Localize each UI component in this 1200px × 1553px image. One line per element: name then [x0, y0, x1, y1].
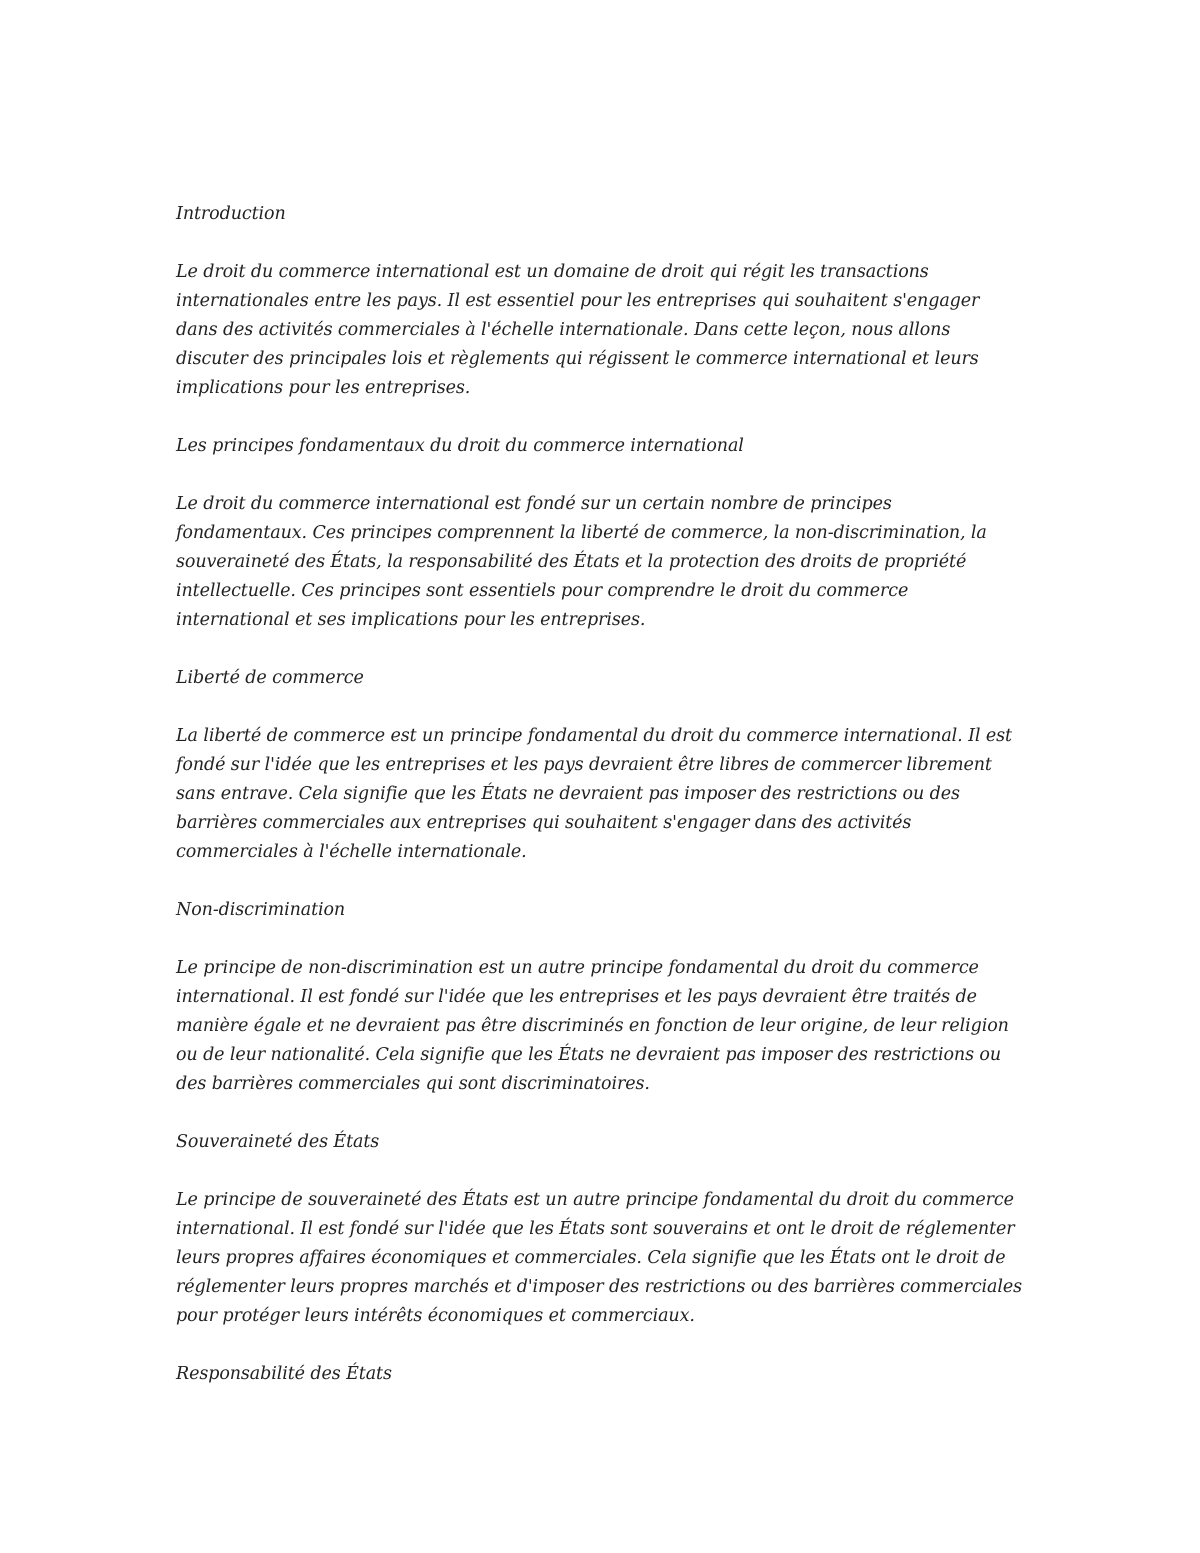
paragraph-line: des barrières commerciales qui sont discriminatoires.: [176, 1074, 650, 1094]
paragraph-line: international. Il est fondé sur l'idée que les entreprises et les pays devraient être traités de: [176, 987, 977, 1007]
paragraph-introduction: [176, 258, 1036, 403]
paragraph-line: fondamentaux. Ces principes comprennent la liberté de commerce, la non-discrimination, la: [176, 523, 987, 543]
section-heading-liberte: Liberté de commerce: [176, 668, 364, 688]
paragraph-liberte: [176, 722, 1036, 867]
paragraph-line: pour protéger leurs intérêts économiques et commerciaux.: [176, 1306, 695, 1326]
paragraph-line: ou de leur nationalité. Cela signifie que les États ne devraient pas imposer des restrictions ou: [176, 1045, 1002, 1065]
paragraph-non-discrimination: [176, 954, 1036, 1099]
section-heading-principes: Les principes fondamentaux du droit du commerce international: [176, 436, 744, 456]
section-heading-non-discrimination: Non-discrimination: [176, 900, 346, 920]
paragraph-souverainete: [176, 1186, 1036, 1331]
paragraph-line: discuter des principales lois et règlements qui régissent le commerce international et leurs: [176, 349, 979, 369]
paragraph-line: Le principe de souveraineté des États est un autre principe fondamental du droit du commerce: [176, 1190, 1014, 1210]
paragraph-line: barrières commerciales aux entreprises qui souhaitent s'engager dans des activités: [176, 813, 912, 833]
paragraph-line: dans des activités commerciales à l'échelle internationale. Dans cette leçon, nous allons: [176, 320, 951, 340]
paragraph-line: leurs propres affaires économiques et commerciales. Cela signifie que les États ont le droit de: [176, 1248, 1006, 1268]
paragraph-line: La liberté de commerce est un principe fondamental du droit du commerce international. Il est: [176, 726, 1012, 746]
paragraph-line: international. Il est fondé sur l'idée que les États sont souverains et ont le droit de réglementer: [176, 1219, 1015, 1239]
paragraph-line: Le droit du commerce international est un domaine de droit qui régit les transactions: [176, 262, 929, 282]
section-heading-souverainete: Souveraineté des États: [176, 1132, 380, 1152]
paragraph-line: commerciales à l'échelle internationale.: [176, 842, 527, 862]
paragraph-line: international et ses implications pour les entreprises.: [176, 610, 646, 630]
section-heading-introduction: Introduction: [176, 204, 286, 224]
paragraph-line: manière égale et ne devraient pas être discriminés en fonction de leur origine, de leur religion: [176, 1016, 1009, 1036]
document-body: [176, 200, 1036, 1418]
paragraph-line: réglementer leurs propres marchés et d'imposer des restrictions ou des barrières commerciales: [176, 1277, 1022, 1297]
paragraph-line: intellectuelle. Ces principes sont essentiels pour comprendre le droit du commerce: [176, 581, 909, 601]
section-heading-responsabilite: Responsabilité des États: [176, 1364, 392, 1384]
paragraph-line: souveraineté des États, la responsabilité des États et la protection des droits de propriété: [176, 552, 967, 572]
paragraph-line: implications pour les entreprises.: [176, 378, 471, 398]
paragraph-line: sans entrave. Cela signifie que les États ne devraient pas imposer des restrictions ou des: [176, 784, 960, 804]
paragraph-line: internationales entre les pays. Il est essentiel pour les entreprises qui souhaitent s'engager: [176, 291, 980, 311]
paragraph-line: Le droit du commerce international est fondé sur un certain nombre de principes: [176, 494, 892, 514]
paragraph-principes: [176, 490, 1036, 635]
paragraph-line: Le principe de non-discrimination est un autre principe fondamental du droit du commerce: [176, 958, 979, 978]
paragraph-line: fondé sur l'idée que les entreprises et les pays devraient être libres de commercer librement: [176, 755, 992, 775]
